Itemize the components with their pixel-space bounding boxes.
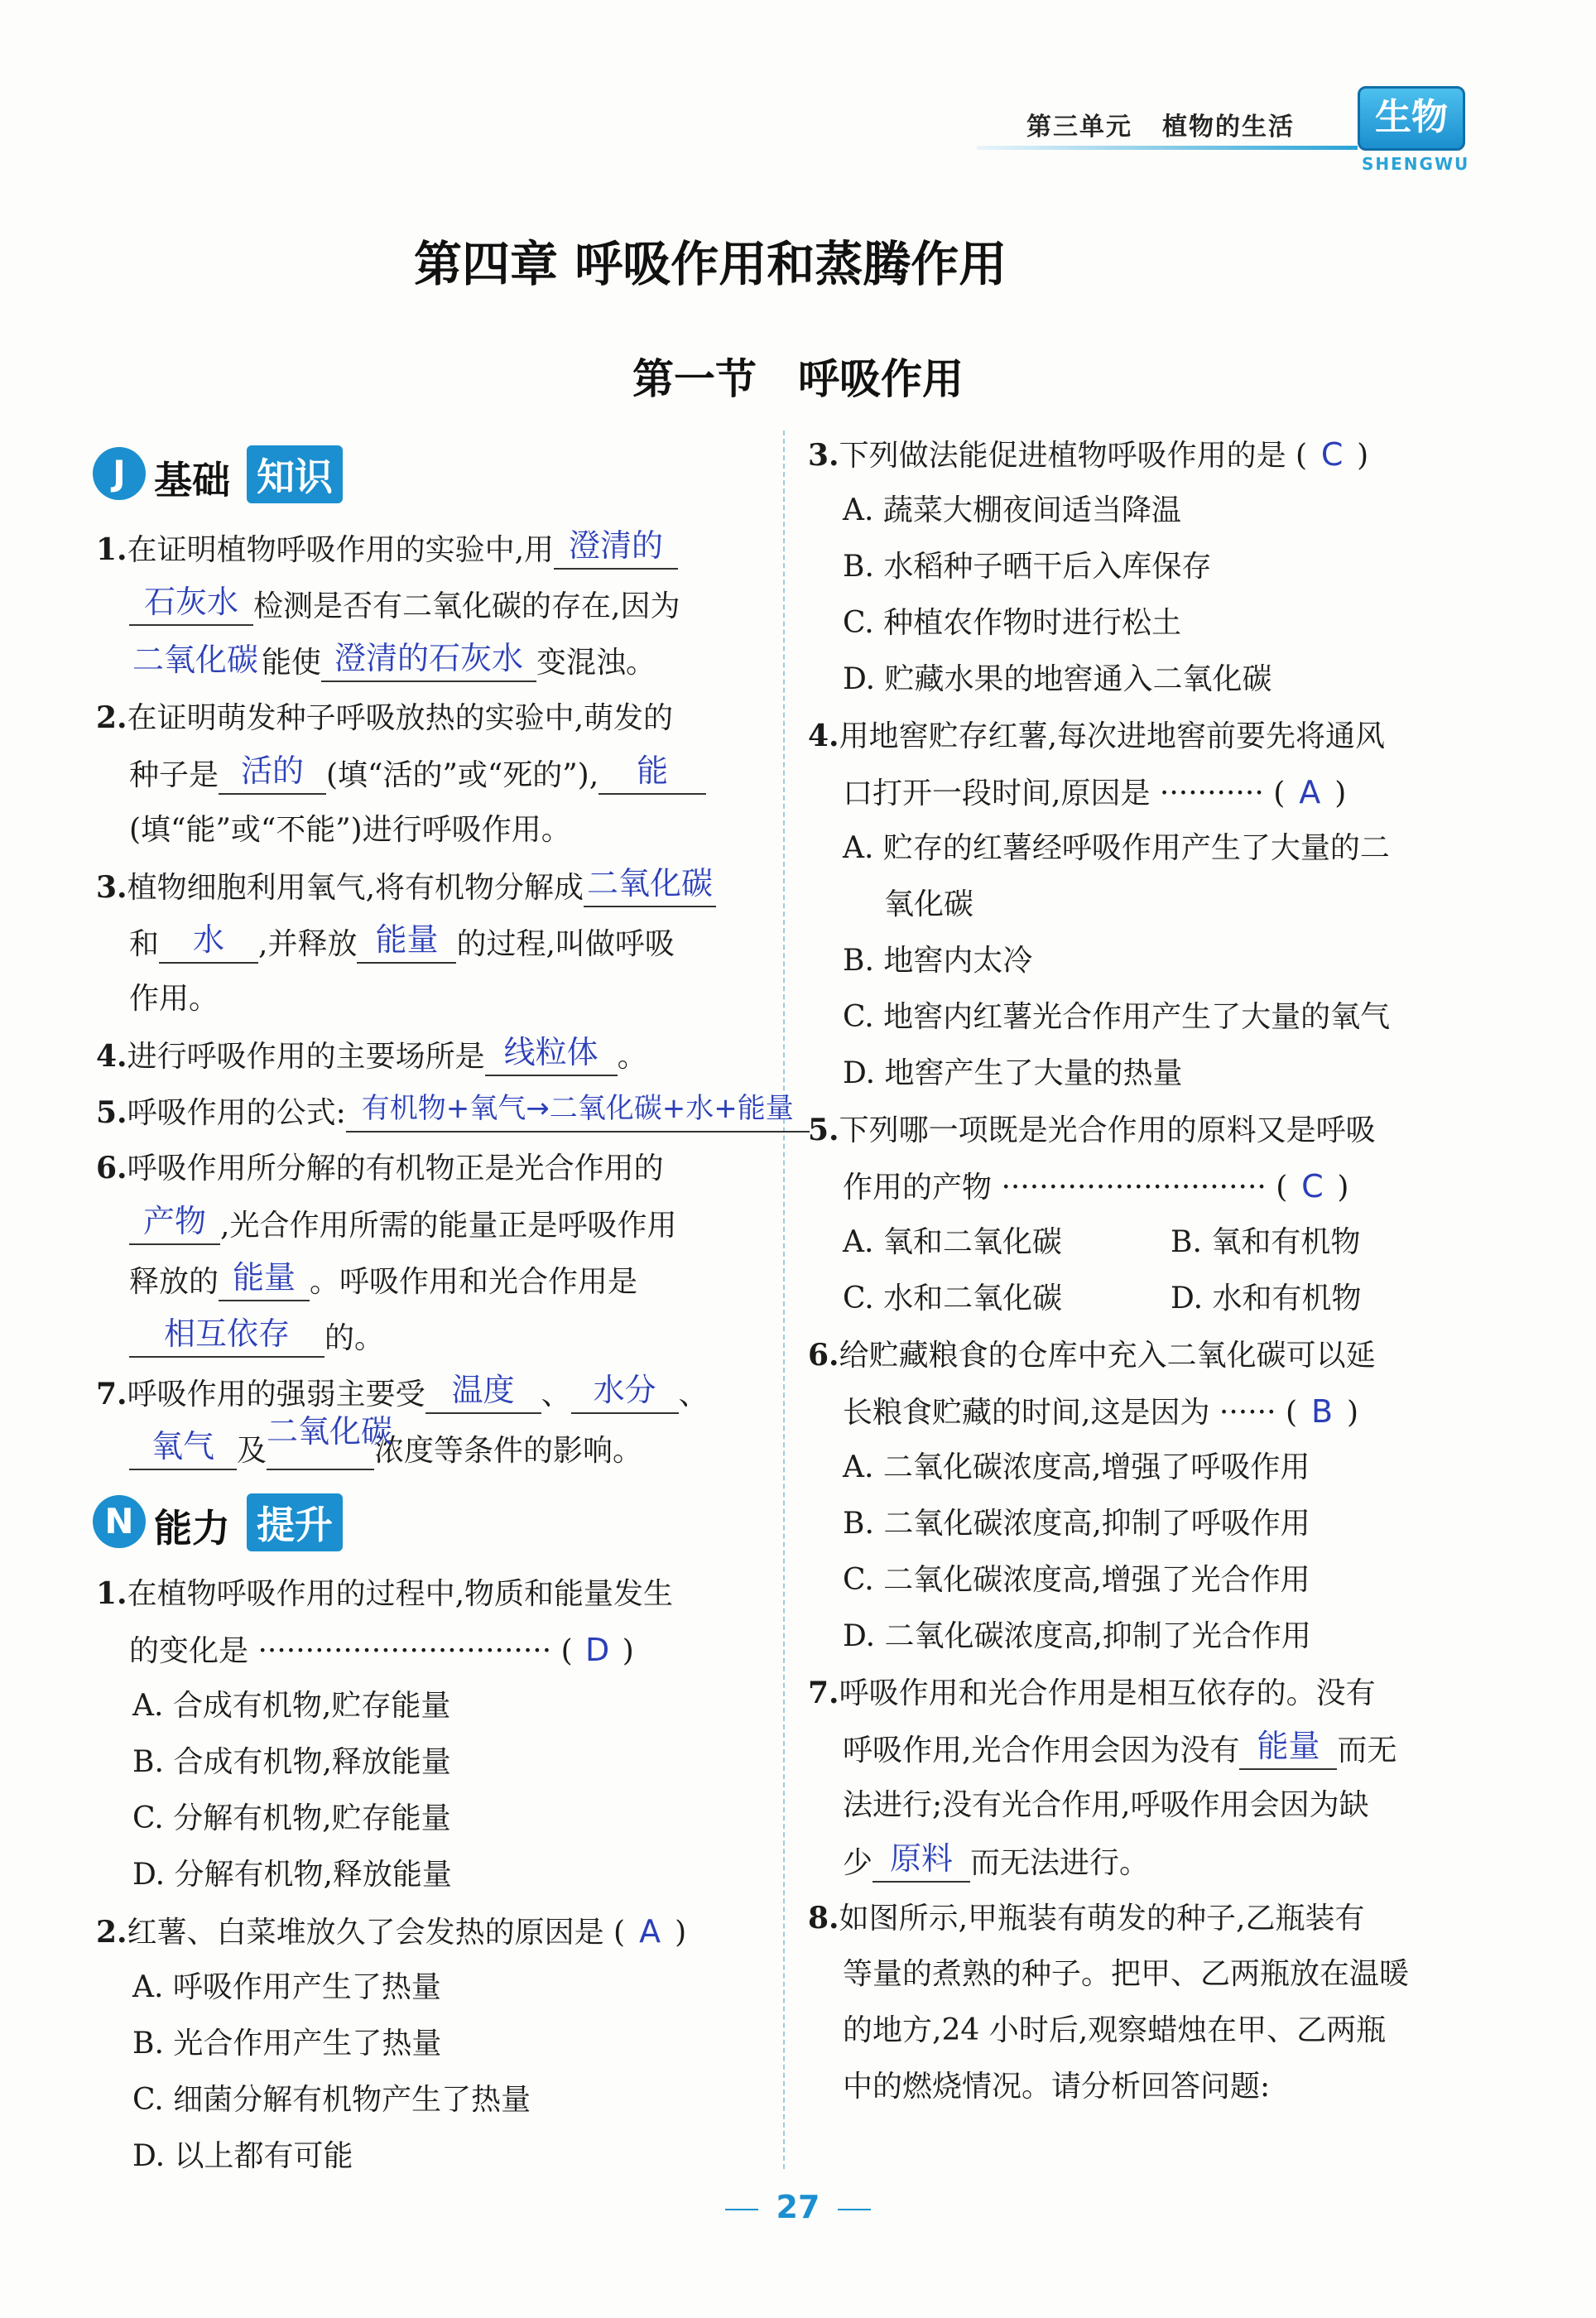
question-text: 植物细胞利用氧气,将有机物分解成 [127, 871, 584, 905]
basic-q2-line2 [129, 755, 706, 795]
basic-q6-line3 [129, 1259, 638, 1301]
ability-q4-option: C. 地窖内红薯光合作用产生了大量的氧气 [843, 1000, 1391, 1034]
handwritten-answer: 能量 [233, 1259, 296, 1296]
question-text: 少 [843, 1846, 873, 1880]
ability-q1-option: B. 合成有机物,释放能量 [132, 1745, 451, 1779]
question-text: 及 [237, 1434, 267, 1468]
question-number: 5. [96, 1095, 127, 1130]
page-header [0, 0, 1596, 174]
section-name: 呼吸作用 [798, 355, 964, 403]
answer-blank [1239, 1730, 1337, 1770]
question-number: 6. [808, 1338, 839, 1373]
question-number: 5. [808, 1113, 839, 1147]
badge-label: 生物 [1375, 96, 1448, 138]
basic-q2-line3 [129, 811, 571, 849]
handwritten-answer: B [1311, 1393, 1334, 1430]
question-text: 种子是 [129, 758, 219, 792]
handwritten-answer: 产物 [142, 1203, 206, 1239]
question-text: 的变化是 ······························· ( [129, 1634, 573, 1668]
handwritten-answer: 二氧化碳 [587, 865, 714, 902]
subject-badge [1358, 86, 1465, 151]
handwritten-answer: 能量 [1257, 1728, 1320, 1764]
basic-q1-line1 [96, 527, 678, 570]
question-text: 的过程,叫做呼吸 [456, 927, 675, 961]
basic-q7-line1 [96, 1374, 709, 1414]
answer-blank [219, 1259, 310, 1301]
question-text: 呼吸作用和光合作用是相互依存的。没有 [839, 1676, 1376, 1710]
section-title [0, 346, 1596, 406]
question-text: ) [1334, 777, 1347, 810]
question-number: 4. [96, 1039, 127, 1074]
page-number-dash [838, 2209, 871, 2210]
basic-q4-line1 [96, 1036, 647, 1076]
answer-blank [159, 921, 258, 964]
ability-q7-line3 [843, 1787, 1369, 1825]
ability-q4-option: B. 地窖内太冷 [843, 944, 1033, 978]
question-text: 红薯、白菜堆放久了会发热的原因是 ( [127, 1916, 626, 1950]
ability-heading [93, 1490, 391, 1551]
ability-q7-line4 [843, 1840, 1150, 1883]
chapter-title: 第四章 呼吸作用和蒸腾作用 [414, 236, 1007, 292]
question-number: 3. [96, 870, 127, 905]
ability-q5-option: C. 水和二氧化碳 [843, 1282, 1063, 1315]
ability-q1-line1 [96, 1575, 673, 1613]
basic-q6-line1 [96, 1149, 664, 1188]
ability-q2-line1 [96, 1912, 686, 1952]
ability-q4-option: D. 地窖产生了大量的热量 [843, 1056, 1183, 1090]
ability-q8-line2: 等量的煮熟的种子。把甲、乙两瓶放在温暖 [843, 1957, 1410, 1991]
handwritten-answer: 温度 [451, 1372, 515, 1408]
question-text: 在植物呼吸作用的过程中,物质和能量发生 [127, 1577, 674, 1611]
ability-q3-option: D. 贮藏水果的地窖通入二氧化碳 [843, 662, 1272, 696]
ability-q4-line1 [808, 717, 1385, 756]
question-text: 释放的 [129, 1265, 219, 1299]
question-text: 、 [541, 1378, 571, 1411]
ability-q3-option: C. 种植农作物时进行松土 [843, 606, 1182, 640]
question-text: 作用的产物 ···························· ( [843, 1171, 1288, 1205]
handwritten-answer: 活的 [241, 753, 305, 789]
page-number [0, 2189, 1596, 2225]
ability-q1-line2 [129, 1631, 634, 1671]
header-topic: 植物的生活 [1162, 113, 1295, 142]
answer-blank [425, 1374, 541, 1414]
ability-q2-option: C. 细菌分解有机物产生了热量 [132, 2083, 531, 2117]
question-text: 而无法进行。 [970, 1846, 1150, 1880]
ability-q2-option: A. 呼吸作用产生了热量 [132, 1970, 441, 2004]
ability-q5-option: B. 氧和有机物 [1171, 1225, 1361, 1259]
handwritten-answer: 能量 [375, 921, 439, 958]
ability-q6-option: D. 二氧化碳浓度高,抑制了光合作用 [843, 1619, 1311, 1653]
ability-q8-line4: 中的燃烧情况。请分析回答问题: [843, 2070, 1271, 2104]
question-text: 进行呼吸作用的主要场所是 [127, 1040, 485, 1074]
basic-icon: J [93, 447, 146, 500]
question-text: ) [1347, 1396, 1359, 1430]
ability-q6-option: A. 二氧化碳浓度高,增强了呼吸作用 [843, 1450, 1310, 1484]
ability-q6-line2 [843, 1392, 1358, 1432]
page-number-value: 27 [776, 2189, 820, 2225]
answer-blank [129, 1428, 237, 1470]
handwritten-answer: C [1301, 1168, 1324, 1205]
handwritten-answer: 有机物+氧气→二氧化碳+水+能量 [361, 1092, 794, 1125]
ability-q2-option: B. 光合作用产生了热量 [132, 2027, 442, 2061]
handwritten-answer: A [1299, 774, 1321, 810]
handwritten-answer: A [639, 1913, 661, 1950]
ability-q2-option: D. 以上都有可能 [132, 2139, 353, 2173]
answer-blank [267, 1413, 393, 1470]
basic-q3-line3 [129, 980, 219, 1018]
ability-q7-line2 [843, 1730, 1396, 1770]
question-text: 在证明萌发种子呼吸放热的实验中,萌发的 [127, 701, 674, 735]
ability-q1-option: D. 分解有机物,释放能量 [132, 1858, 452, 1892]
ability-q3-option: A. 蔬菜大棚夜间适当降温 [843, 493, 1181, 527]
question-text: 。 [617, 1040, 647, 1074]
question-text: 变混浊。 [536, 646, 656, 680]
question-text: 作用。 [129, 982, 219, 1016]
question-text: 的。 [324, 1321, 385, 1355]
basic-q6-line4 [129, 1315, 385, 1358]
question-text: (填“活的”或“死的”), [326, 758, 599, 792]
question-number: 3. [808, 438, 839, 473]
question-text: 长粮食贮藏的时间,这是因为 ······ ( [843, 1396, 1298, 1430]
answer-blank [357, 921, 456, 964]
header-unit: 第三单元 [1026, 113, 1132, 142]
handwritten-answer: 氧气 [151, 1428, 214, 1464]
question-number: 7. [808, 1676, 839, 1710]
badge-subtitle: SHENGWU [1362, 154, 1470, 174]
handwritten-answer: 二氧化碳 [267, 1413, 393, 1450]
basic-q5-line1 [96, 1093, 810, 1133]
ability-q1-option: C. 分解有机物,贮存能量 [132, 1801, 451, 1835]
question-text: (填“能”或“不能”)进行呼吸作用。 [129, 813, 571, 847]
question-text: 法进行;没有光合作用,呼吸作用会因为缺 [843, 1788, 1369, 1822]
ability-q5-option: A. 氧和二氧化碳 [843, 1225, 1062, 1259]
question-text: 和 [129, 927, 160, 961]
answer-blank [321, 642, 536, 682]
ability-q5-option: D. 水和有机物 [1171, 1282, 1362, 1315]
handwritten-answer: 二氧化碳 [132, 642, 258, 678]
question-text: ) [1357, 439, 1369, 473]
handwritten-answer: 石灰水 [143, 584, 238, 620]
question-text: ,并释放 [258, 927, 358, 961]
ability-q5-line2 [843, 1167, 1348, 1207]
ability-q4-option-cont: 氧化碳 [884, 887, 974, 921]
column-divider [783, 430, 785, 2169]
basic-heading-t1: 基础 [154, 458, 230, 503]
answer-blank [584, 865, 716, 907]
basic-q2-line1 [96, 699, 673, 738]
ability-q3-option: B. 水稻种子晒干后入库保存 [843, 550, 1212, 584]
answer-blank [129, 1205, 220, 1245]
ability-q8-line1 [808, 1899, 1364, 1938]
handwritten-answer: 澄清的 [569, 527, 664, 564]
question-text: ) [675, 1916, 687, 1950]
question-number: 2. [96, 1915, 127, 1950]
question-text: 如图所示,甲瓶装有萌发的种子,乙瓶装有 [839, 1902, 1365, 1936]
question-text: 下列哪一项既是光合作用的原料又是呼吸 [839, 1113, 1376, 1147]
handwritten-answer: 能 [637, 753, 669, 789]
question-text: 呼吸作用,光合作用会因为没有 [843, 1734, 1240, 1767]
question-number: 4. [808, 719, 839, 753]
ability-q4-option: A. 贮存的红薯经呼吸作用产生了大量的二 [843, 831, 1390, 865]
section-number: 第一节 [632, 355, 757, 403]
question-text: 。呼吸作用和光合作用是 [310, 1265, 638, 1299]
ability-q6-line1 [808, 1336, 1376, 1375]
handwritten-answer: 线粒体 [503, 1034, 598, 1070]
question-number: 6. [96, 1151, 127, 1185]
basic-q1-line3 [129, 642, 656, 682]
handwritten-answer: 澄清的石灰水 [334, 640, 524, 676]
answer-blank [219, 755, 326, 795]
answer-blank [598, 755, 706, 795]
handwritten-answer: D [585, 1632, 610, 1668]
handwritten-answer: C [1320, 436, 1344, 473]
answer-blank [571, 1374, 679, 1414]
ability-q8-line3: 的地方,24 小时后,观察蜡烛在甲、乙两瓶 [843, 2013, 1387, 2047]
answer-blank [129, 1315, 324, 1358]
ability-icon: N [93, 1495, 146, 1548]
question-number: 7. [96, 1377, 127, 1411]
question-text: ,光合作用所需的能量正是呼吸作用 [220, 1209, 677, 1243]
ability-q7-line1 [808, 1674, 1376, 1713]
ability-heading-t2: 提升 [247, 1493, 343, 1551]
ability-q3-line1 [808, 435, 1368, 475]
question-text: 在证明植物呼吸作用的实验中,用 [127, 533, 555, 567]
question-text: 检测是否有二氧化碳的存在,因为 [253, 589, 680, 623]
question-text: 浓度等条件的影响。 [374, 1434, 643, 1468]
question-number: 1. [96, 532, 127, 567]
handwritten-answer: 相互依存 [163, 1315, 290, 1352]
question-text: 用地窖贮存红薯,每次进地窖前要先将通风 [839, 719, 1386, 753]
answer-blank [485, 1036, 618, 1076]
basic-q3-line2 [129, 921, 675, 964]
header-text [1026, 106, 1295, 142]
question-text: 呼吸作用所分解的有机物正是光合作用的 [127, 1152, 664, 1185]
question-text: 能使 [262, 646, 322, 680]
header-rule [977, 146, 1358, 150]
basic-q3-line1 [96, 865, 716, 907]
question-number: 8. [808, 1901, 839, 1936]
handwritten-answer: 原料 [890, 1840, 954, 1877]
question-text: 给贮藏粮食的仓库中充入二氧化碳可以延 [839, 1339, 1376, 1373]
question-number: 1. [96, 1576, 127, 1611]
question-text: ) [1337, 1171, 1349, 1205]
answer-blank [129, 586, 253, 626]
basic-q7-line2 [129, 1413, 643, 1470]
ability-q4-line2 [843, 773, 1346, 813]
basic-q1-line2 [129, 586, 680, 626]
ability-q5-line1 [808, 1111, 1376, 1150]
question-text: 、 [678, 1378, 709, 1411]
handwritten-answer: 水分 [593, 1372, 656, 1408]
ability-q6-option: B. 二氧化碳浓度高,抑制了呼吸作用 [843, 1507, 1310, 1541]
question-number: 2. [96, 700, 127, 735]
basic-q6-line2 [129, 1205, 676, 1245]
basic-knowledge-heading [93, 442, 391, 503]
answer-blank [554, 527, 678, 570]
answer-blank [346, 1093, 810, 1133]
question-text: 而无 [1337, 1734, 1397, 1767]
question-text: 口打开一段时间,原因是 ··········· ( [843, 777, 1286, 810]
answer-blank [129, 644, 262, 682]
ability-q6-option: C. 二氧化碳浓度高,增强了光合作用 [843, 1563, 1310, 1597]
question-text: 呼吸作用的公式: [127, 1096, 346, 1130]
ability-heading-t1: 能力 [154, 1506, 230, 1551]
question-text: 呼吸作用的强弱主要受 [127, 1378, 425, 1411]
question-text: 下列做法能促进植物呼吸作用的是 ( [839, 439, 1308, 473]
basic-heading-t2: 知识 [247, 445, 343, 503]
ability-q1-option: A. 合成有机物,贮存能量 [132, 1689, 451, 1723]
page-number-dash [725, 2209, 758, 2210]
answer-blank [873, 1840, 970, 1883]
question-text: ) [622, 1634, 634, 1668]
handwritten-answer: 水 [193, 921, 225, 958]
